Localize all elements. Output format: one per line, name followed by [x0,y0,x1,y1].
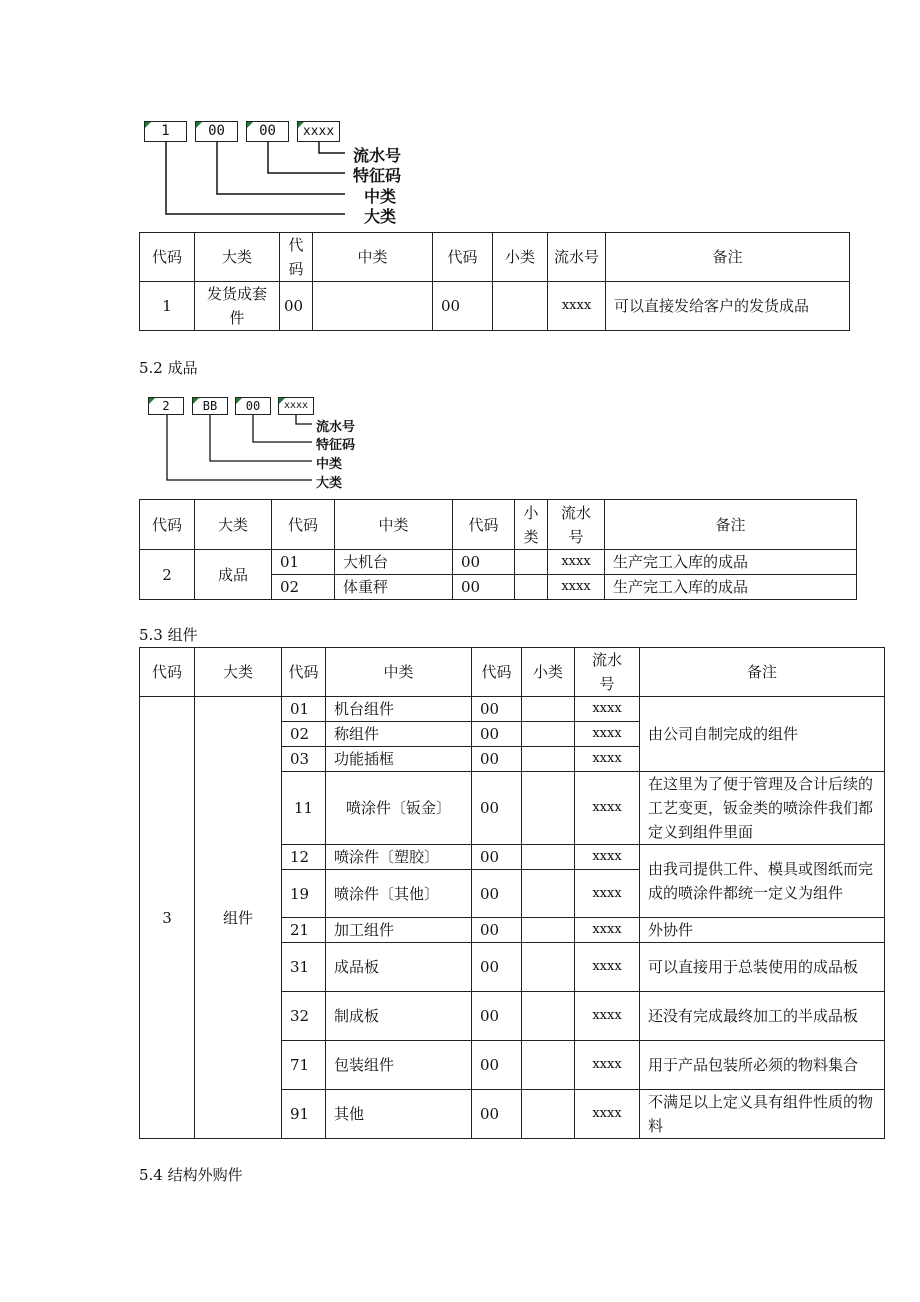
cell-middle: 制成板 [326,992,472,1041]
section-heading-5-2: 5.2 成品 [139,359,198,377]
cell-code3: 00 [472,697,522,722]
cell-serial: xxxx [575,697,640,722]
diagram-1-label-middle: 中类 [364,187,397,206]
cell-major: 组件 [195,697,282,1139]
cell-remark-semi-board: 还没有完成最终加工的半成品板 [640,992,885,1041]
header-middle: 中类 [326,648,472,697]
table-row [140,550,857,575]
section-heading-5-3: 5.3 组件 [139,626,198,644]
cell-middle: 喷涂件〔塑胶〕 [326,845,472,870]
cell-code3: 00 [472,1041,522,1090]
cell-serial: xxxx [548,550,605,575]
section-heading-5-4: 5.4 结构外购件 [139,1166,243,1184]
cell-code3: 00 [472,1090,522,1139]
cell-remark-finished-board: 可以直接用于总装使用的成品板 [640,943,885,992]
cell-middle: 其他 [326,1090,472,1139]
cell-serial: xxxx [575,1090,640,1139]
cell-minor [522,1090,575,1139]
cell-code2: 00 [280,282,313,331]
header-minor: 小类 [522,648,575,697]
table-finished-products [139,499,857,600]
cell-code2: 02 [272,575,335,600]
header-remark: 备注 [605,500,857,550]
cell-code2: 02 [282,722,326,747]
header-remark: 备注 [606,233,850,282]
cell-minor [522,747,575,772]
cell-serial: xxxx [575,1041,640,1090]
cell-minor [522,697,575,722]
cell-minor [515,575,548,600]
cell-serial: xxxx [575,918,640,943]
header-minor: 小类 [515,500,548,550]
cell-code3: 00 [472,747,522,772]
cell-minor [522,1041,575,1090]
cell-serial: xxxx [575,943,640,992]
cell-code: 3 [140,697,195,1139]
cell-middle: 功能插框 [326,747,472,772]
diagram-2-label-major: 大类 [316,476,343,491]
cell-code2: 11 [282,772,326,845]
cell-code2: 71 [282,1041,326,1090]
cell-major: 成品 [195,550,272,600]
header-code3: 代码 [433,233,493,282]
cell-code3: 00 [472,992,522,1041]
diagram-1-label-major: 大类 [364,207,397,226]
cell-remark-other: 不满足以上定义具有组件性质的物料 [640,1090,885,1139]
cell-middle: 包装组件 [326,1041,472,1090]
cell-serial: xxxx [575,722,640,747]
cell-code2: 19 [282,870,326,918]
cell-code2: 31 [282,943,326,992]
diagram-1-box-serial: xxxx [297,121,340,142]
cell-minor [522,772,575,845]
cell-code3: 00 [453,575,515,600]
cell-middle: 喷涂件〔其他〕 [326,870,472,918]
cell-code3: 00 [472,870,522,918]
cell-middle: 机台组件 [326,697,472,722]
cell-minor [515,550,548,575]
header-code2: 代码 [280,233,313,282]
cell-serial: xxxx [575,845,640,870]
cell-serial: xxxx [575,870,640,918]
cell-serial: xxxx [575,772,640,845]
cell-middle: 成品板 [326,943,472,992]
cell-code3: 00 [472,845,522,870]
cell-code3: 00 [472,918,522,943]
header-middle: 中类 [313,233,433,282]
header-serial: 流水号 [548,233,606,282]
cell-code2: 32 [282,992,326,1041]
cell-serial: xxxx [575,747,640,772]
table-components [139,647,885,1139]
cell-code2: 12 [282,845,326,870]
header-middle: 中类 [335,500,453,550]
diagram-1-label-serial: 流水号 [353,146,402,165]
cell-middle: 喷涂件〔钣金〕 [326,772,472,845]
cell-remark-outsourced: 外协件 [640,918,885,943]
cell-minor [522,943,575,992]
cell-code3: 00 [472,722,522,747]
diagram-2-box-feature: 00 [235,397,271,415]
cell-serial: xxxx [548,282,606,331]
cell-code2: 91 [282,1090,326,1139]
cell-code3: 00 [433,282,493,331]
header-remark: 备注 [640,648,885,697]
cell-remark: 生产完工入库的成品 [605,550,857,575]
cell-remark: 生产完工入库的成品 [605,575,857,600]
cell-serial: xxxx [548,575,605,600]
cell-minor [522,918,575,943]
diagram-2-connectors [0,0,920,500]
cell-minor [522,845,575,870]
cell-code2: 21 [282,918,326,943]
cell-minor [522,870,575,918]
cell-minor [522,992,575,1041]
diagram-2-box-major: 2 [148,397,184,415]
header-code3: 代码 [453,500,515,550]
cell-code2: 01 [272,550,335,575]
diagram-2-label-middle: 中类 [316,457,343,472]
cell-serial: xxxx [575,992,640,1041]
cell-code2: 03 [282,747,326,772]
diagram-2-label-serial: 流水号 [316,420,356,435]
cell-remark-self-made: 由公司自制完成的组件 [640,697,885,772]
header-serial: 流水号 [575,648,640,697]
cell-code: 1 [140,282,195,331]
header-major: 大类 [195,648,282,697]
header-serial: 流水号 [548,500,605,550]
cell-middle: 加工组件 [326,918,472,943]
diagram-1-box-feature: 00 [246,121,289,142]
cell-middle: 体重秤 [335,575,453,600]
header-code3: 代码 [472,648,522,697]
table-row [140,697,885,722]
diagram-2-box-middle: BB [192,397,228,415]
cell-code: 2 [140,550,195,600]
table-header-row [140,500,857,550]
cell-remark: 可以直接发给客户的发货成品 [606,282,850,331]
header-code2: 代码 [272,500,335,550]
header-code: 代码 [140,648,195,697]
header-code: 代码 [140,233,195,282]
cell-major: 发货成套件 [195,282,280,331]
diagram-1-box-major: 1 [144,121,187,142]
cell-code3: 00 [472,943,522,992]
header-major: 大类 [195,233,280,282]
header-major: 大类 [195,500,272,550]
diagram-1-label-feature: 特征码 [353,166,402,185]
cell-code3: 00 [453,550,515,575]
cell-code2: 01 [282,697,326,722]
header-code2: 代码 [282,648,326,697]
cell-middle: 大机台 [335,550,453,575]
header-code: 代码 [140,500,195,550]
cell-code3: 00 [472,772,522,845]
cell-minor [522,722,575,747]
diagram-1-box-middle: 00 [195,121,238,142]
table-header-row [140,648,885,697]
header-minor: 小类 [493,233,548,282]
diagram-2-label-feature: 特征码 [316,438,356,453]
cell-remark-sheet-metal: 在这里为了便于管理及合计后续的工艺变更，钣金类的喷涂件我们都定义到组件里面 [640,772,885,845]
cell-remark-packaging: 用于产品包装所必须的物料集合 [640,1041,885,1090]
cell-remark-supplied: 由我司提供工件、模具或图纸而完成的喷涂件都统一定义为组件 [640,845,885,918]
diagram-2-box-serial: xxxx [278,397,314,415]
cell-middle: 称组件 [326,722,472,747]
